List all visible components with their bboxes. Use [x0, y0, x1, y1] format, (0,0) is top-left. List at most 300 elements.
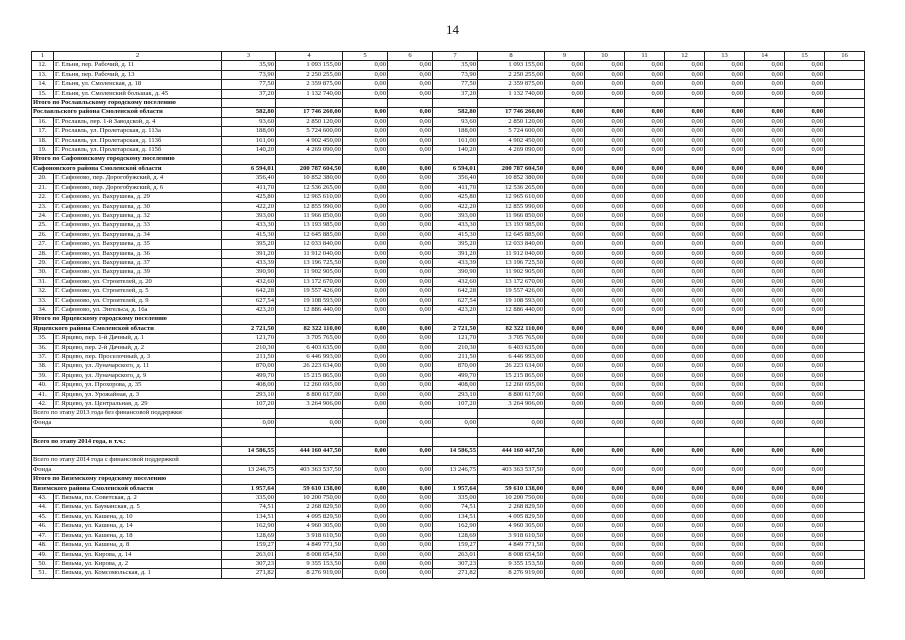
value-cell: 0,00 — [625, 522, 665, 531]
address-cell: Г. Ельня, пер. Рабочий, д. 11 — [54, 61, 222, 70]
value-cell: 499,70 — [433, 371, 478, 380]
row-number: 42. — [32, 400, 54, 409]
value-cell: 0,00 — [388, 277, 433, 286]
subtotal-value: 0,00 — [388, 164, 433, 173]
value-cell: 0,00 — [545, 559, 585, 568]
value-cell: 0,00 — [745, 390, 785, 399]
value-cell: 12 645 885,00 — [276, 230, 343, 239]
table-row — [32, 305, 865, 314]
value-cell: 11 912 040,00 — [478, 249, 545, 258]
value-cell: 0,00 — [343, 89, 388, 98]
value-cell: 0,00 — [785, 80, 825, 89]
value-cell: 0,00 — [785, 193, 825, 202]
value-cell — [825, 249, 865, 258]
empty-cell — [585, 99, 625, 108]
value-cell: 0,00 — [343, 146, 388, 155]
empty-cell — [745, 155, 785, 164]
value-cell: 0,00 — [545, 174, 585, 183]
empty-cell — [433, 456, 478, 465]
empty-cell — [625, 409, 665, 418]
empty-cell — [745, 456, 785, 465]
value-cell: 0,00 — [625, 343, 665, 352]
value-cell: 0,00 — [705, 193, 745, 202]
value-cell: 0,00 — [343, 353, 388, 362]
value-cell: 0,00 — [343, 503, 388, 512]
empty-cell — [705, 409, 745, 418]
value-cell: 0,00 — [388, 494, 433, 503]
value-cell: 0,00 — [665, 268, 705, 277]
value-cell: 121,70 — [433, 334, 478, 343]
value-cell: 271,82 — [433, 569, 478, 578]
value-cell: 93,60 — [433, 117, 478, 126]
empty-cell — [478, 456, 545, 465]
column-number: 11 — [625, 52, 665, 61]
value-cell: 13 172 670,00 — [478, 277, 545, 286]
value-cell — [825, 211, 865, 220]
section-heading-row — [32, 99, 865, 108]
value-cell: 0,00 — [545, 202, 585, 211]
value-cell: 10 200 750,00 — [276, 494, 343, 503]
empty-cell — [545, 315, 585, 324]
value-cell: 335,00 — [433, 494, 478, 503]
value-cell: 335,00 — [222, 494, 276, 503]
value-cell — [825, 183, 865, 192]
address-cell: Г. Рославль, ул. Пролетарская, д. 115б — [54, 146, 222, 155]
row-number: 41. — [32, 390, 54, 399]
column-number: 15 — [785, 52, 825, 61]
column-number: 2 — [54, 52, 222, 61]
value-cell: 0,00 — [545, 353, 585, 362]
value-cell: 0,00 — [745, 70, 785, 79]
subtotal-value: 0,00 — [585, 324, 625, 333]
value-cell: 0,00 — [585, 240, 625, 249]
value-cell: 0,00 — [745, 541, 785, 550]
row-number: 12. — [32, 61, 54, 70]
empty-cell — [585, 155, 625, 164]
empty-cell — [343, 437, 388, 446]
empty-cell — [478, 315, 545, 324]
value-cell: 13 193 985,00 — [276, 221, 343, 230]
value-cell: 422,20 — [433, 202, 478, 211]
page-number: 14 — [446, 22, 459, 37]
value-cell: 11 912 040,00 — [276, 249, 343, 258]
value-cell: 0,00 — [665, 80, 705, 89]
value-cell: 0,00 — [388, 240, 433, 249]
subtotal-value: 0,00 — [785, 418, 825, 427]
address-cell: Г. Сафоново, ул. Вахрушева, д. 33 — [54, 221, 222, 230]
value-cell: 1 093 155,00 — [276, 61, 343, 70]
section-heading: Всего по этапу 2014 года с финансовой поддержкой — [32, 456, 222, 465]
address-cell: Г. Рославль, ул. Пролетарская, д. 113б — [54, 136, 222, 145]
value-cell: 0,00 — [785, 390, 825, 399]
address-cell: Г. Сафоново, ул. Вахрушева, д. 32 — [54, 211, 222, 220]
value-cell: 0,00 — [785, 127, 825, 136]
value-cell: 4 960 305,00 — [478, 522, 545, 531]
subtotal-label: Фонда — [32, 465, 222, 474]
value-cell: 0,00 — [388, 230, 433, 239]
row-number: 15. — [32, 89, 54, 98]
empty-cell — [785, 428, 825, 437]
value-cell: 12 260 695,00 — [276, 381, 343, 390]
empty-cell — [478, 99, 545, 108]
value-cell: 0,00 — [745, 296, 785, 305]
value-cell: 0,00 — [585, 127, 625, 136]
value-cell: 140,20 — [433, 146, 478, 155]
empty-cell — [665, 409, 705, 418]
value-cell: 0,00 — [665, 353, 705, 362]
empty-cell — [222, 155, 276, 164]
row-number: 30. — [32, 268, 54, 277]
value-cell: 0,00 — [665, 183, 705, 192]
value-cell: 161,00 — [222, 136, 276, 145]
value-cell: 0,00 — [665, 117, 705, 126]
value-cell: 0,00 — [625, 400, 665, 409]
subtotal-value: 0,00 — [388, 484, 433, 493]
value-cell: 0,00 — [545, 503, 585, 512]
value-cell — [825, 240, 865, 249]
value-cell: 2 250 255,00 — [276, 70, 343, 79]
value-cell: 0,00 — [665, 136, 705, 145]
column-number: 16 — [825, 52, 865, 61]
subtotal-value: 0,00 — [545, 164, 585, 173]
value-cell: 0,00 — [705, 503, 745, 512]
value-cell: 0,00 — [585, 287, 625, 296]
value-cell — [825, 221, 865, 230]
value-cell: 0,00 — [343, 287, 388, 296]
value-cell: 391,20 — [433, 249, 478, 258]
housing-program-table — [31, 51, 865, 579]
value-cell: 0,00 — [545, 343, 585, 352]
value-cell: 0,00 — [388, 381, 433, 390]
value-cell: 4 902 450,00 — [478, 136, 545, 145]
value-cell: 0,00 — [665, 127, 705, 136]
value-cell: 4 960 305,00 — [276, 522, 343, 531]
value-cell: 0,00 — [388, 390, 433, 399]
subtotal-value: 0,00 — [388, 465, 433, 474]
value-cell — [825, 512, 865, 521]
value-cell: 0,00 — [343, 117, 388, 126]
value-cell: 0,00 — [545, 305, 585, 314]
value-cell: 2 850 120,00 — [276, 117, 343, 126]
table-body — [32, 52, 865, 579]
value-cell — [825, 334, 865, 343]
subtotal-value: 1 957,64 — [222, 484, 276, 493]
value-cell: 77,50 — [222, 80, 276, 89]
table-row — [32, 522, 865, 531]
table-row — [32, 569, 865, 578]
table-row — [32, 193, 865, 202]
row-number: 48. — [32, 541, 54, 550]
row-number: 46. — [32, 522, 54, 531]
value-cell: 0,00 — [745, 80, 785, 89]
subtotal-value: 0,00 — [545, 465, 585, 474]
empty-cell — [785, 475, 825, 484]
value-cell: 0,00 — [388, 305, 433, 314]
subtotal-row — [32, 465, 865, 474]
empty-cell — [585, 409, 625, 418]
subtotal-value: 0,00 — [665, 418, 705, 427]
value-cell: 0,00 — [745, 174, 785, 183]
subtotal-label: Ярцевского района Смоленской области — [32, 324, 222, 333]
value-cell: 0,00 — [665, 61, 705, 70]
address-cell: Г. Вязьма, пл. Советская, д. 2 — [54, 494, 222, 503]
value-cell: 395,20 — [433, 240, 478, 249]
value-cell: 35,90 — [222, 61, 276, 70]
value-cell: 0,00 — [625, 287, 665, 296]
address-cell: Г. Вязьма, ул. Бауманская, д. 5 — [54, 503, 222, 512]
address-cell: Г. Сафоново, пер. Дорогобужский, д. 6 — [54, 183, 222, 192]
value-cell: 0,00 — [545, 334, 585, 343]
subtotal-value: 0,00 — [222, 418, 276, 427]
subtotal-value: 0,00 — [705, 484, 745, 493]
empty-cell — [745, 475, 785, 484]
value-cell: 0,00 — [585, 362, 625, 371]
value-cell: 0,00 — [785, 343, 825, 352]
value-cell: 0,00 — [785, 569, 825, 578]
value-cell: 0,00 — [745, 277, 785, 286]
subtotal-value: 0,00 — [343, 108, 388, 117]
value-cell: 0,00 — [785, 522, 825, 531]
value-cell: 0,00 — [585, 371, 625, 380]
value-cell: 74,51 — [433, 503, 478, 512]
subtotal-value: 0,00 — [388, 108, 433, 117]
value-cell: 210,30 — [433, 343, 478, 352]
subtotal-value: 1 957,64 — [433, 484, 478, 493]
subtotal-value: 0,00 — [745, 324, 785, 333]
value-cell: 0,00 — [665, 512, 705, 521]
value-cell: 0,00 — [585, 277, 625, 286]
table-row — [32, 221, 865, 230]
value-cell: 0,00 — [625, 569, 665, 578]
value-cell: 0,00 — [545, 127, 585, 136]
value-cell: 0,00 — [545, 371, 585, 380]
value-cell — [825, 362, 865, 371]
subtotal-value: 0,00 — [745, 465, 785, 474]
row-number: 40. — [32, 381, 54, 390]
value-cell: 0,00 — [705, 343, 745, 352]
table-row — [32, 494, 865, 503]
subtotal-value: 0,00 — [705, 418, 745, 427]
empty-cell — [665, 99, 705, 108]
subtotal-value: 0,00 — [745, 418, 785, 427]
value-cell: 0,00 — [625, 494, 665, 503]
value-cell: 0,00 — [665, 70, 705, 79]
subtotal-value: 0,00 — [705, 108, 745, 117]
value-cell: 0,00 — [785, 371, 825, 380]
value-cell: 0,00 — [585, 258, 625, 267]
value-cell: 0,00 — [745, 61, 785, 70]
table-row — [32, 343, 865, 352]
empty-cell — [276, 456, 343, 465]
value-cell: 0,00 — [705, 183, 745, 192]
value-cell: 0,00 — [625, 127, 665, 136]
value-cell: 0,00 — [705, 61, 745, 70]
value-cell: 0,00 — [625, 559, 665, 568]
row-number: 18. — [32, 136, 54, 145]
value-cell: 77,50 — [433, 80, 478, 89]
empty-cell — [343, 456, 388, 465]
value-cell: 0,00 — [625, 258, 665, 267]
subtotal-row — [32, 324, 865, 333]
value-cell: 4 269 090,00 — [478, 146, 545, 155]
row-number: 17. — [32, 127, 54, 136]
value-cell: 0,00 — [785, 287, 825, 296]
value-cell: 0,00 — [343, 268, 388, 277]
value-cell: 12 645 885,00 — [478, 230, 545, 239]
value-cell — [825, 353, 865, 362]
value-cell: 0,00 — [745, 343, 785, 352]
value-cell: 188,00 — [222, 127, 276, 136]
value-cell: 210,30 — [222, 343, 276, 352]
value-cell: 0,00 — [705, 334, 745, 343]
table-row — [32, 70, 865, 79]
subtotal-value: 0,00 — [625, 164, 665, 173]
value-cell: 26 223 634,00 — [276, 362, 343, 371]
subtotal-value — [825, 108, 865, 117]
value-cell: 9 355 153,50 — [478, 559, 545, 568]
empty-cell — [388, 428, 433, 437]
value-cell: 13 172 670,00 — [276, 277, 343, 286]
subtotal-value: 0,00 — [785, 108, 825, 117]
value-cell: 10 200 750,00 — [478, 494, 545, 503]
value-cell: 0,00 — [665, 258, 705, 267]
subtotal-value: 200 787 604,50 — [478, 164, 545, 173]
value-cell: 0,00 — [705, 202, 745, 211]
value-cell: 0,00 — [625, 117, 665, 126]
value-cell: 3 264 906,00 — [276, 400, 343, 409]
empty-cell — [665, 315, 705, 324]
table-row — [32, 512, 865, 521]
value-cell: 0,00 — [785, 277, 825, 286]
row-number: 50. — [32, 559, 54, 568]
subtotal-value: 403 363 537,50 — [478, 465, 545, 474]
value-cell: 0,00 — [705, 494, 745, 503]
table-row — [32, 381, 865, 390]
value-cell: 0,00 — [585, 400, 625, 409]
value-cell: 0,00 — [343, 541, 388, 550]
value-cell: 0,00 — [388, 249, 433, 258]
row-number: 33. — [32, 296, 54, 305]
value-cell: 0,00 — [545, 70, 585, 79]
value-cell: 0,00 — [388, 61, 433, 70]
subtotal-value: 0,00 — [785, 465, 825, 474]
value-cell: 0,00 — [745, 146, 785, 155]
column-number: 13 — [705, 52, 745, 61]
value-cell: 107,20 — [222, 400, 276, 409]
value-cell: 425,80 — [222, 193, 276, 202]
empty-cell — [222, 456, 276, 465]
value-cell: 0,00 — [625, 61, 665, 70]
empty-cell — [585, 437, 625, 446]
subtotal-value: 582,80 — [433, 108, 478, 117]
value-cell: 0,00 — [625, 277, 665, 286]
value-cell: 0,00 — [665, 174, 705, 183]
value-cell: 37,20 — [222, 89, 276, 98]
subtotal-label — [32, 447, 222, 456]
row-number: 49. — [32, 550, 54, 559]
empty-cell — [825, 409, 865, 418]
row-number: 28. — [32, 249, 54, 258]
table-row — [32, 136, 865, 145]
value-cell: 12 033 840,00 — [478, 240, 545, 249]
empty-cell — [705, 437, 745, 446]
value-cell: 0,00 — [343, 390, 388, 399]
value-cell — [825, 89, 865, 98]
value-cell: 0,00 — [665, 503, 705, 512]
value-cell: 0,00 — [705, 353, 745, 362]
subtotal-value: 2 721,50 — [222, 324, 276, 333]
subtotal-value: 0,00 — [585, 484, 625, 493]
subtotal-value: 14 586,55 — [433, 447, 478, 456]
value-cell: 642,28 — [433, 287, 478, 296]
table-row — [32, 371, 865, 380]
row-number: 16. — [32, 117, 54, 126]
value-cell: 0,00 — [785, 221, 825, 230]
address-cell: Г. Ярцево, пер. 1-й Дачный, д. 1 — [54, 334, 222, 343]
value-cell: 211,50 — [433, 353, 478, 362]
value-cell: 159,27 — [433, 541, 478, 550]
value-cell: 0,00 — [585, 146, 625, 155]
table-row — [32, 230, 865, 239]
value-cell: 0,00 — [665, 240, 705, 249]
value-cell: 0,00 — [545, 512, 585, 521]
value-cell: 4 902 450,00 — [276, 136, 343, 145]
subtotal-label: Сафоновского района Смоленской области — [32, 164, 222, 173]
value-cell: 0,00 — [625, 70, 665, 79]
column-number: 1 — [32, 52, 54, 61]
value-cell: 1 093 155,00 — [478, 61, 545, 70]
table-row — [32, 400, 865, 409]
value-cell: 0,00 — [545, 494, 585, 503]
empty-cell — [785, 315, 825, 324]
empty-cell — [222, 437, 276, 446]
value-cell: 0,00 — [545, 381, 585, 390]
value-cell — [825, 193, 865, 202]
subtotal-row — [32, 164, 865, 173]
value-cell: 0,00 — [705, 362, 745, 371]
value-cell: 0,00 — [745, 287, 785, 296]
value-cell: 0,00 — [545, 211, 585, 220]
row-number: 14. — [32, 80, 54, 89]
subtotal-value: 0,00 — [665, 465, 705, 474]
value-cell: 0,00 — [785, 117, 825, 126]
subtotal-value: 0,00 — [625, 108, 665, 117]
value-cell: 0,00 — [625, 174, 665, 183]
value-cell — [825, 70, 865, 79]
empty-cell — [585, 428, 625, 437]
column-number: 3 — [222, 52, 276, 61]
empty-cell — [545, 99, 585, 108]
value-cell: 0,00 — [665, 531, 705, 540]
value-cell: 0,00 — [388, 559, 433, 568]
value-cell: 0,00 — [785, 89, 825, 98]
value-cell: 0,00 — [785, 268, 825, 277]
value-cell: 0,00 — [545, 296, 585, 305]
column-number: 14 — [745, 52, 785, 61]
table-row — [32, 531, 865, 540]
value-cell: 12 536 265,00 — [276, 183, 343, 192]
value-cell: 161,00 — [433, 136, 478, 145]
value-cell: 19 108 593,00 — [478, 296, 545, 305]
empty-cell — [478, 437, 545, 446]
address-cell: Г. Ярцево, ул. Центральная, д. 29 — [54, 400, 222, 409]
subtotal-value: 0,00 — [343, 164, 388, 173]
empty-cell — [433, 409, 478, 418]
value-cell: 0,00 — [585, 202, 625, 211]
subtotal-value: 13 246,75 — [433, 465, 478, 474]
value-cell: 0,00 — [585, 268, 625, 277]
row-number: 25. — [32, 221, 54, 230]
